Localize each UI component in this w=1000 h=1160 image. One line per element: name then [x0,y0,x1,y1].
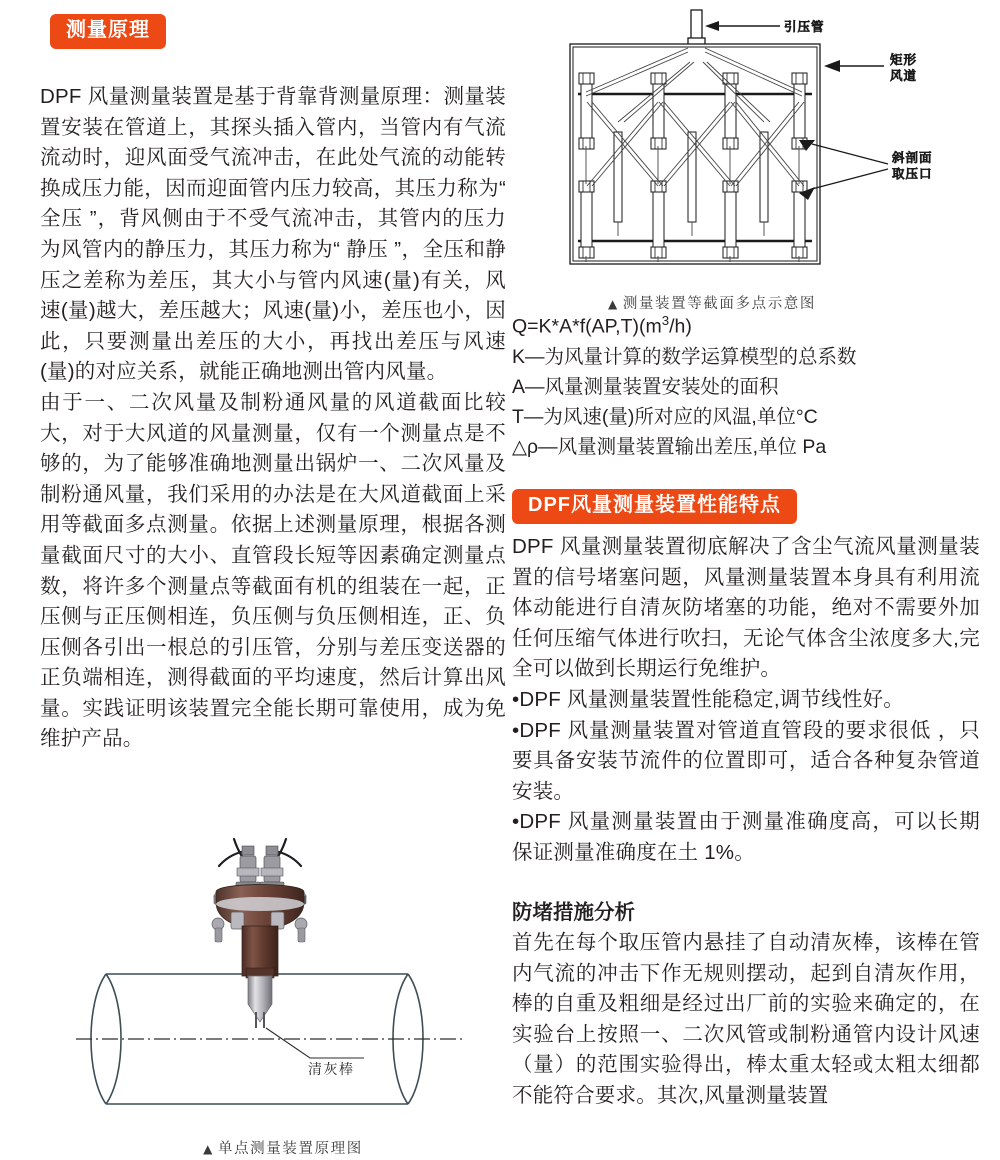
anti-blocking-block [512,898,980,1112]
section-badge-measurement-principle [50,14,166,49]
figure-single-point-caption [58,1137,508,1158]
label-tap-line2: 取压口 [892,166,933,181]
bullet-item-1: •DPF 风量测量装置性能稳定,调节线性好。 [512,687,904,711]
performance-text-block [512,532,980,869]
formula-equation [512,306,982,342]
bullet-item-3: •DPF 风量测量装置由于测量准确度高，可以长期保证测量准确度在土 1%。 [512,810,980,864]
formula-line-a: A—风量测量装置安装处的面积 [512,375,779,398]
formula-equation-prefix: Q=K*A*f(AP,T)(m [512,315,662,338]
section-badge-performance [512,489,797,524]
bullet-item-2: •DPF 风量测量装置对管道直管段的要求很低 ，只要具备安装节流件的位置即可，适合各种复杂管道安装。 [512,718,980,803]
right-paragraph-2: 首先在每个取压管内悬挂了自动清灰棒，该棒在管内气流的冲击下作无规则摆动，起到自清灰作用，棒的自重及粗细是经过出厂前的实验来确定的，在实验台上按照一、二次风管或制粉通管内设计风速（量）的范围实验得出，棒太重太轻或太粗太细都不能符合要求。其次,风量测量装置 [512,931,980,1107]
duct-multipoint-drawing [512,4,984,296]
right-paragraph-1: DPF 风量测量装置彻底解决了含尘气流风量测量装置的信号堵塞问题，风量测量装置本身具有利用流体动能进行自清灰防堵塞的功能，绝对不需要外加任何压缩气体进行吹扫，无论气体含尘浓度多大,完全可以做到长期运行免维护。 [512,535,980,681]
device-probe [248,976,272,1022]
label-pressure-pipe: 引压管 [784,19,825,34]
left-paragraph-2: 由于一、二次风量及制粉通风量的风道截面比较大，对于大风道的风量测量，仅有一个测量点是不够的，为了能够准确地测量出锅炉一、二次风量及制粉通风量，我们采用的办法是在大风道截面上采用等截面多点测量。依据上述测量原理，根据各测量截面尺寸的大小、直管段长短等因素确定测量点数，将许多个测量点等截面有机的组装在一起，正压侧与正压侧相连，负压侧与负压侧相连，正、负压侧各引出一根总的引压管，分别与差压变送器的正负端相连，测得截面的平均速度，然后计算出风量。实践证明该装置完全能长期可靠使用，成为免维护产品。 [40,390,506,751]
formula-line-dp: △ρ—风量测量装置输出差压,单位 Pa [512,435,827,458]
formula-equation-suffix: /h) [669,315,692,338]
label-rect-duct-line2: 风道 [890,68,918,83]
subsection-title: 防堵措施分析 [512,901,635,924]
single-point-device-drawing [58,806,508,1126]
figure-duct-multipoint [512,4,984,312]
label-tap-leaders [812,144,888,189]
label-tap-line1: 斜剖面 [892,150,933,165]
formula-line-k: K—为风量计算的数学运算模型的总系数 [512,345,857,368]
label-pressure-pipe-arrow [705,21,719,31]
label-rect-duct-arrow [824,60,840,72]
caption-triangle-icon-duct: ▲ [607,297,619,311]
annotation-cleaning-rod [266,1028,364,1058]
left-paragraph-1: DPF 风量测量装置是基于背靠背测量原理：测量装置安装在管道上，其探头插入管内，当管内有气流流动时，迎风面受气流冲击，在此处气流的动能转换成压力能，因而迎面管内压力较高，其压力称为“ 全压 ”，背风侧由于不受气流冲击，其管内的压力为风管内的静压力，其压力称为“ 静压 ”，全压和静压之差称为差压，其大小与管内风速(量)有关，风速(量)越大，差压越大；风速(量)小，差压也小，因此，只要测量出差压的大小，再找出差压与风速(量)的对应关系，就能正确地测出管内风量。 [40,85,512,384]
left-column [38,0,512,1160]
formula-equation-exponent: 3 [661,313,670,328]
formula-line-t: T—为风速(量)所对应的风温,单位°C [512,405,818,428]
right-column [512,0,984,1160]
section-badge-performance-label: DPF风量测量装置性能特点 [512,489,797,524]
formula-block [512,306,982,462]
figure-duct-caption-text: 测量装置等截面多点示意图 [622,296,817,312]
figure-single-point-device [58,806,508,1157]
figure-single-point-caption-text: 单点测量装置原理图 [217,1141,363,1157]
annotation-cleaning-rod-label: 清灰棒 [308,1062,355,1078]
section-badge-label: 测量原理 [50,14,166,49]
label-rect-duct-line1: 矩形 [890,52,918,67]
measuring-device [212,839,307,1028]
caption-triangle-icon: ▲ [203,1142,214,1156]
